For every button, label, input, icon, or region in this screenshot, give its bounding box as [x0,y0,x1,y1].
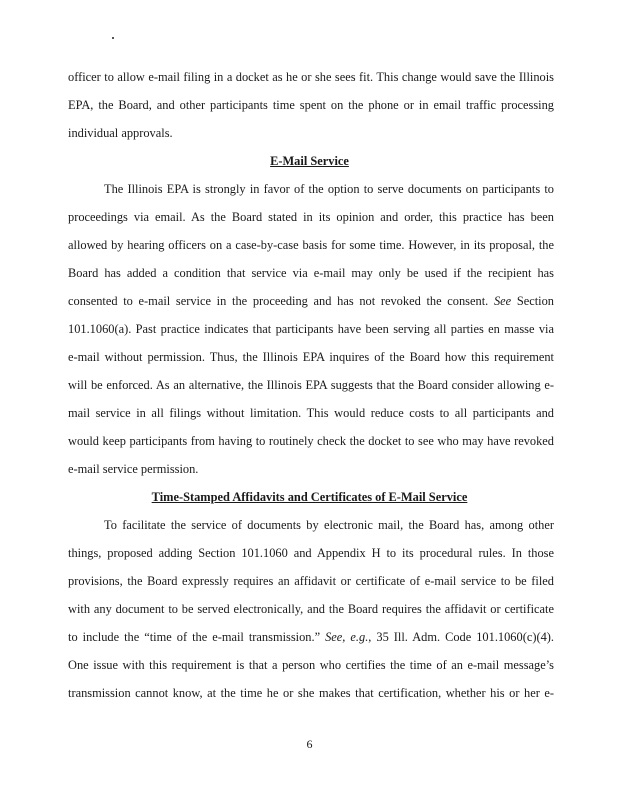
body-text-line: 101.1060(a). Past practice indicates that participants have been serving all parties en masse via [68,322,554,336]
body-text-line: One issue with this requirement is that a person who certifies the time of an e-mail message’s [68,658,554,672]
body-text-line: proceedings via email. As the Board stated in its opinion and order, this practice has been [68,210,554,224]
body-text-line: To facilitate the service of documents by electronic mail, the Board has, among other [104,518,554,532]
text-segment: , 35 Ill. Adm. Code 101.1060(c)(4). [368,630,554,644]
scan-speck [112,37,114,39]
body-text-line: things, proposed adding Section 101.1060 and Appendix H to its procedural rules. In those [68,546,554,560]
body-text-line: The Illinois EPA is strongly in favor of the option to serve documents on participants to [104,182,554,196]
body-text-line: would keep participants from having to routinely check the docket to see who may have revoked [68,434,554,448]
body-text-line: with any document to be served electronically, and the Board requires the affidavit or certificate [68,602,554,616]
page-number: 6 [306,737,313,751]
body-text-line: mail service in all filings without limitation. This would reduce costs to all participants and [68,406,554,420]
body-text-line: will be enforced. As an alternative, the Illinois EPA suggests that the Board consider allowing e- [68,378,554,392]
body-text-line [68,294,554,308]
text-segment: to include the “time of the e-mail transmission.” [68,630,326,644]
citation-signal-see: See [493,294,512,308]
body-text-line: officer to allow e-mail filing in a docket as he or she sees fit. This change would save the Illinois [68,70,554,84]
body-text-line: EPA, the Board, and other participants time spent on the phone or in email traffic processing [68,98,554,112]
text-segment: consented to e-mail service in the proceeding and has not revoked the consent. [68,294,494,308]
body-text-line: individual approvals. [68,126,173,140]
body-text-line: e-mail service permission. [68,462,199,476]
body-text-line: Board has added a condition that service via e-mail may only be used if the recipient has [68,266,554,280]
text-segment: Section [511,294,554,308]
body-text-line [68,630,554,644]
section-heading-email-service: E-Mail Service [270,154,349,168]
body-text-line: e-mail without permission. Thus, the Illinois EPA inquires of the Board how this requirement [68,350,554,364]
body-text-line: allowed by hearing officers on a case-by-case basis for some time. However, in its proposal, the [68,238,554,252]
citation-signal-see-eg: See, e.g. [325,630,369,644]
section-heading-time-stamped-affidavits: Time-Stamped Affidavits and Certificates of E-Mail Service [151,490,468,504]
body-text-line: provisions, the Board expressly requires an affidavit or certificate of e-mail service to be filed [68,574,554,588]
body-text-line: transmission cannot know, at the time he or she makes that certification, whether his or her e- [68,686,554,700]
